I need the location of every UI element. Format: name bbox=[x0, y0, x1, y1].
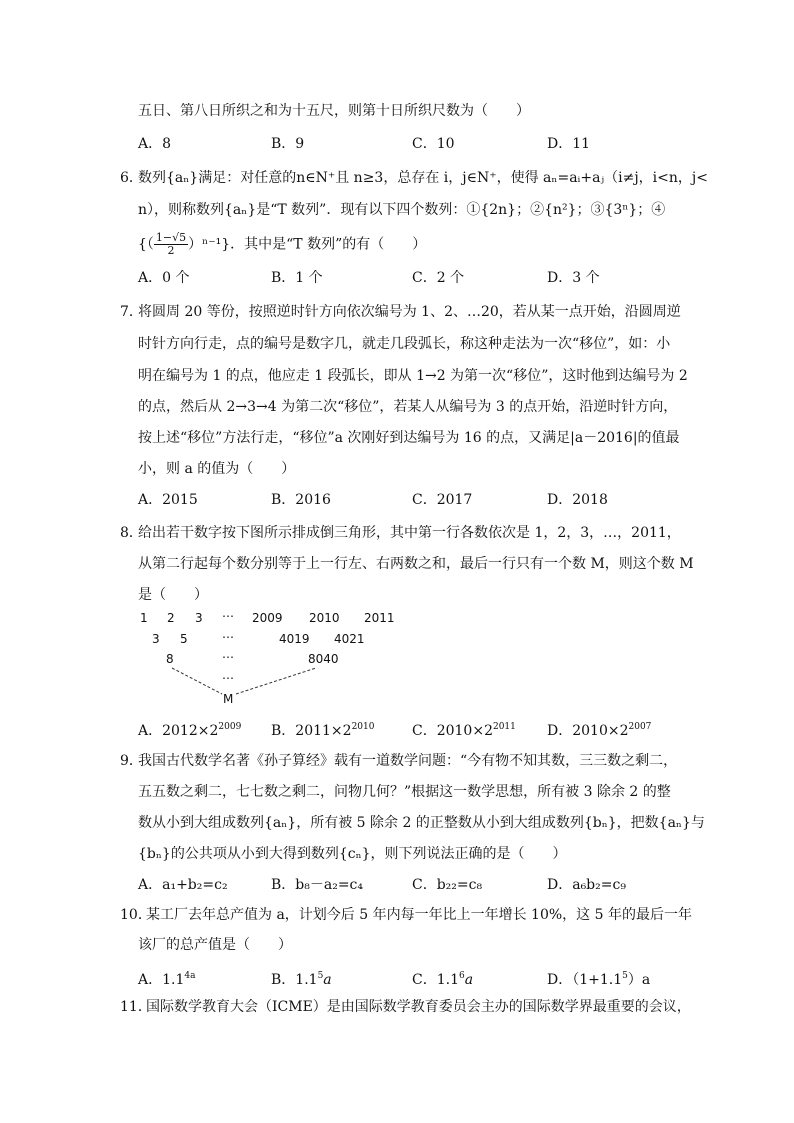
q9-text-line: 五五数之剩二，七七数之剩二，问物几何？”根据这一数学思想，所有被 3 除余 2 的整 bbox=[138, 784, 671, 800]
triangle-right-dashed-line bbox=[236, 668, 316, 694]
q8-option-c-base: C．2010×2 bbox=[412, 723, 493, 739]
q10-option-d-base: D．（1+1.1 bbox=[547, 972, 623, 988]
q9-option-a: A．a₁+b₂=c₂ bbox=[138, 877, 228, 893]
triangle-cell: 2011 bbox=[364, 611, 395, 625]
triangle-result-m: M bbox=[223, 692, 234, 706]
q11-text-line: 国际数学教育大会（ICME）是由国际数学教育委员会主办的国际数学界最重要的会议， bbox=[146, 999, 691, 1015]
q10-option-b-base: B．1.1 bbox=[271, 972, 318, 988]
q10-option-b bbox=[271, 966, 332, 990]
q10-option-d bbox=[547, 966, 650, 990]
triangle-cell: 2010 bbox=[309, 611, 340, 625]
q9-text-line: 数从小到大组成数列{aₙ}，所有被 5 除余 2 的正整数从小到大组成数列{bₙ}，把数{aₙ}与 bbox=[138, 815, 705, 831]
triangle-cell: 4021 bbox=[334, 632, 365, 646]
q9-number: 9． bbox=[120, 753, 143, 769]
q7-text-line: 时针方向行走，点的编号是数字几，就走几段弧长，称这种走法为一次“移位”，如：小 bbox=[138, 336, 671, 352]
q10-option-d-exponent: 5 bbox=[622, 971, 628, 981]
q8-option-b bbox=[271, 717, 374, 741]
q7-text-line: 将圆周 20 等份，按照逆时针方向依次编号为 1、2、…20，若从某一点开始，沿圆周逆 bbox=[138, 304, 681, 320]
q7-text-line: 明在编号为 1 的点，他应走 1 段弧长，即从 1→2 为第一次“移位”，这时他到达编号为 2 bbox=[138, 368, 688, 384]
q6-line3-prefix: {（ bbox=[138, 236, 154, 253]
triangle-cell: 2009 bbox=[252, 611, 283, 625]
triangle-cell: 4019 bbox=[279, 632, 310, 646]
q10-number: 10． bbox=[120, 907, 152, 923]
q7-option-a: A．2015 bbox=[138, 492, 198, 508]
triangle-ellipsis: ⋯ bbox=[222, 650, 234, 664]
triangle-cell: 5 bbox=[180, 632, 188, 646]
q7-option-c: C．2017 bbox=[412, 492, 473, 508]
q5-option-d: D．11 bbox=[547, 136, 591, 152]
q8-option-a-base: A．2012×2 bbox=[138, 723, 219, 739]
q7-option-d: D．2018 bbox=[547, 492, 608, 508]
q5-text-line: 五日、第八日所织之和为十五尺，则第十日所织尺数为（ ） bbox=[138, 103, 530, 119]
q8-number: 8． bbox=[120, 525, 143, 541]
q6-option-c: C．2 个 bbox=[412, 270, 465, 286]
q6-option-b: B．1 个 bbox=[271, 270, 323, 286]
q5-option-c: C．10 bbox=[412, 136, 455, 152]
q8-option-a bbox=[138, 717, 241, 741]
q6-fraction-numerator: 1−√5 bbox=[155, 231, 187, 244]
q6-text-line-2: n），则称数列{aₙ}是“T 数列”．现有以下四个数列：①{2n}；②{n²}；③{3ⁿ}；④ bbox=[138, 202, 666, 218]
q8-option-a-exponent: 2009 bbox=[218, 722, 242, 732]
q8-text-line: 从第二行起每个数分别等于上一行左、右两数之和，最后一行只有一个数 M，则这个数 M bbox=[138, 556, 694, 572]
q8-option-c-exponent: 2011 bbox=[492, 722, 516, 732]
q10-option-d-suffix: ）a bbox=[627, 972, 651, 988]
q7-option-b: B．2016 bbox=[271, 492, 331, 508]
q9-text-line: 我国古代数学名著《孙子算经》载有一道数学问题：“今有物不知其数，三三数之剩二， bbox=[138, 753, 678, 769]
q9-option-c: C．b₂₂=c₈ bbox=[412, 877, 483, 893]
q8-option-b-base: B．2011×2 bbox=[271, 723, 352, 739]
q10-option-a-exponent: 4a bbox=[184, 971, 196, 981]
triangle-cell: 3 bbox=[195, 611, 203, 625]
triangle-cell: 2 bbox=[167, 611, 175, 625]
q8-option-b-exponent: 2010 bbox=[351, 722, 375, 732]
q6-number: 6． bbox=[120, 170, 143, 186]
q8-text-line: 是（ ） bbox=[138, 587, 208, 603]
q7-number: 7． bbox=[120, 304, 143, 320]
q9-option-b: B．b₈－a₂=c₄ bbox=[271, 877, 364, 893]
triangle-cell: 8 bbox=[166, 652, 174, 666]
triangle-left-dashed-line bbox=[172, 668, 222, 694]
q7-text-line: 的点，然后从 2→3→4 为第二次“移位”，若某人从编号为 3 的点开始，沿逆时针方向， bbox=[138, 399, 678, 415]
q7-text-line: 按上述“移位”方法行走，“移位”a 次刚好到达编号为 16 的点，又满足|a－2016|的值最 bbox=[138, 430, 680, 446]
q8-option-d bbox=[547, 717, 651, 741]
q6-line3-suffix: ）ⁿ⁻¹}．其中是“T 数列”的有（ ） bbox=[188, 236, 427, 253]
triangle-ellipsis: ⋯ bbox=[222, 609, 234, 623]
q10-option-b-suffix: a bbox=[323, 972, 332, 988]
q6-option-d: D．3 个 bbox=[547, 270, 600, 286]
q10-option-a bbox=[138, 966, 195, 990]
q5-option-b: B．9 bbox=[271, 136, 305, 152]
triangle-cell: 1 bbox=[140, 611, 148, 625]
q10-text-line: 该厂的总产值是（ ） bbox=[138, 937, 292, 953]
triangle-ellipsis: ⋯ bbox=[222, 671, 234, 685]
triangle-ellipsis: ⋯ bbox=[222, 630, 234, 644]
triangle-cell: 8040 bbox=[308, 652, 339, 666]
q9-option-d: D．a₆b₂=c₉ bbox=[547, 877, 626, 893]
q6-option-a: A．0 个 bbox=[138, 270, 190, 286]
q10-text-line: 某工厂去年总产值为 a，计划今后 5 年内每一年比上一年增长 10%，这 5 年的最后一年 bbox=[146, 907, 692, 923]
q10-option-c-exponent: 6 bbox=[458, 971, 465, 981]
q11-number: 11． bbox=[120, 999, 152, 1015]
q6-text-line-1: 数列{aₙ}满足：对任意的n∈N⁺且 n≥3，总存在 i，j∈N⁺，使得 aₙ=aᵢ+aⱼ（i≠j，i<n，j< bbox=[138, 170, 708, 186]
q10-option-c-suffix: a bbox=[464, 972, 474, 988]
q5-option-a: A．8 bbox=[138, 136, 172, 152]
q9-text-line: {bₙ}的公共项从小到大得到数列{cₙ}，则下列说法正确的是（ ） bbox=[138, 846, 567, 862]
q6-fraction-denominator: 2 bbox=[167, 244, 175, 257]
q8-option-c bbox=[412, 717, 516, 741]
q7-text-line: 小，则 a 的值为（ ） bbox=[138, 461, 296, 477]
q10-option-b-exponent: 5 bbox=[317, 971, 324, 981]
q8-text-line: 给出若干数字按下图所示排成倒三角形，其中第一行各数依次是 1，2，3，…，2011， bbox=[138, 525, 681, 541]
q8-option-d-base: D．2010×2 bbox=[547, 723, 629, 739]
q10-option-a-base: A．1.1 bbox=[138, 972, 185, 988]
q10-option-c-base: C．1.1 bbox=[412, 972, 459, 988]
q10-option-c bbox=[412, 966, 473, 990]
triangle-cell: 3 bbox=[152, 632, 160, 646]
q8-option-d-exponent: 2007 bbox=[628, 722, 652, 732]
